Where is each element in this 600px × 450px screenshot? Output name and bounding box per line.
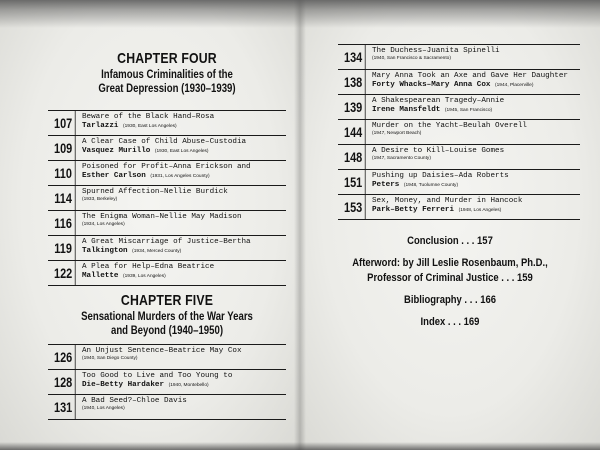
toc-entry[interactable] xyxy=(48,369,286,394)
toc-entry[interactable] xyxy=(48,185,286,210)
chapter-five-heading xyxy=(48,292,286,337)
toc-entry-name: Talkington xyxy=(82,247,128,255)
chapter-four-subtitle-line1: Infamous Criminalities of the xyxy=(101,67,233,81)
toc-entry-name: Park–Betty Ferreri xyxy=(372,206,455,214)
chapter-five-title: CHAPTER FIVE xyxy=(120,292,214,309)
toc-entry-title: An Unjust Sentence–Beatrice May Cox xyxy=(82,347,242,355)
toc-entry-title: The Duchess–Juanita Spinelli xyxy=(372,47,500,55)
toc-entry-location: (1930, East Los Angeles) xyxy=(154,149,209,154)
toc-entry-location: (1940, San Francisco & Sacramento) xyxy=(372,56,451,61)
toc-page-number: 116 xyxy=(51,211,75,235)
toc-entry-location: (1940, Montebello) xyxy=(168,383,209,388)
toc-entry-name: Mallette xyxy=(82,272,119,280)
toc-entry-location: (1948, Los Angeles) xyxy=(458,208,502,213)
afterword-entry-line1[interactable]: Afterword: by Jill Leslie Rosenbaum, Ph.D., xyxy=(352,257,548,269)
toc-entry[interactable] xyxy=(338,69,580,94)
toc-entry[interactable] xyxy=(338,94,580,119)
chapter-five-subtitle-line1: Sensational Murders of the War Years xyxy=(81,309,253,323)
toc-entry[interactable] xyxy=(48,160,286,185)
toc-entry-name: Peters xyxy=(372,181,400,189)
toc-page-number: 153 xyxy=(341,195,365,219)
grunge-texture-bottom xyxy=(0,442,600,450)
toc-entry-title: A Plea for Help–Edna Beatrice xyxy=(82,263,215,271)
toc-entry-name: Esther Carlson xyxy=(82,172,146,180)
conclusion-entry[interactable]: Conclusion . . . 157 xyxy=(407,235,493,247)
toc-entry-title: A Great Miscarriage of Justice–Bertha xyxy=(82,238,251,246)
chapter-four-heading xyxy=(48,50,286,95)
toc-entry[interactable] xyxy=(338,194,580,220)
toc-entry-title: A Bad Seed?–Chloe Davis xyxy=(82,397,187,405)
toc-entry-title: Murder on the Yacht–Beulah Overell xyxy=(372,122,527,130)
toc-page-number: 119 xyxy=(51,236,75,260)
toc-page-number: 144 xyxy=(341,120,365,144)
toc-entry[interactable] xyxy=(338,144,580,169)
toc-entry-location: (1933, Berkeley) xyxy=(82,197,118,202)
toc-entry-location: (1945, San Francisco) xyxy=(444,108,493,113)
toc-entry-title: A Shakespearean Tragedy–Annie xyxy=(372,97,505,105)
toc-entry-location: (1934, Merced County) xyxy=(132,249,182,254)
toc-page-number: 148 xyxy=(341,145,365,169)
toc-page-number: 128 xyxy=(51,370,75,394)
chapter-four-subtitle-line2: Great Depression (1930–1939) xyxy=(98,81,236,95)
toc-entry-name: Irene Mansfeldt xyxy=(372,106,441,114)
toc-entry[interactable] xyxy=(48,110,286,135)
toc-page-number: 151 xyxy=(341,170,365,194)
toc-page-number: 131 xyxy=(51,395,75,419)
toc-entry-title: Poisoned for Profit–Anna Erickson and xyxy=(82,163,251,171)
toc-entry[interactable] xyxy=(48,260,286,286)
toc-entry[interactable] xyxy=(48,210,286,235)
toc-entry-title: Pushing up Daisies–Ada Roberts xyxy=(372,172,509,180)
toc-entry-location: (1940, San Diego County) xyxy=(82,356,138,361)
toc-entry-name: Vasquez Murillo xyxy=(82,147,151,155)
toc-entry-name: Die–Betty Hardaker xyxy=(82,381,165,389)
toc-entry-title: A Desire to Kill–Louise Gomes xyxy=(372,147,505,155)
toc-entry-title: Sex, Money, and Murder in Hancock xyxy=(372,197,523,205)
toc-page-number: 107 xyxy=(51,111,75,135)
toc-entry-name: Forty Whacks–Mary Anna Cox xyxy=(372,81,491,89)
toc-entry-title: Too Good to Live and Too Young to xyxy=(82,372,233,380)
chapter-five-toc-left xyxy=(48,344,286,420)
toc-page-number: 138 xyxy=(341,70,365,94)
toc-entry-location: (1930, East Los Angeles) xyxy=(123,124,177,129)
book-gutter xyxy=(294,0,306,450)
toc-entry-location: (1931, Los Angeles County) xyxy=(150,174,210,179)
chapter-five-toc-right xyxy=(338,44,580,220)
toc-entry-title: A Clear Case of Child Abuse–Custodia xyxy=(82,138,247,146)
toc-entry-location: (1939, Los Angeles) xyxy=(123,274,166,279)
grunge-texture-top xyxy=(0,0,600,28)
toc-entry[interactable] xyxy=(338,44,580,69)
toc-entry-location: (1947, Newport Beach) xyxy=(372,131,422,136)
chapter-four-title: CHAPTER FOUR xyxy=(117,50,217,67)
toc-page-number: 126 xyxy=(51,345,75,369)
toc-entry-location: (1934, Los Angeles) xyxy=(82,222,125,227)
toc-entry-title: Mary Anna Took an Axe and Gave Her Daughter xyxy=(372,72,568,80)
toc-entry-title: The Enigma Woman–Nellie May Madison xyxy=(82,213,242,221)
chapter-five-subtitle-line2: and Beyond (1940–1950) xyxy=(110,323,224,337)
toc-entry[interactable] xyxy=(48,235,286,260)
toc-page-number: 114 xyxy=(51,186,75,210)
toc-entry[interactable] xyxy=(48,344,286,369)
index-entry[interactable]: Index . . . 169 xyxy=(420,316,480,328)
toc-page-number: 110 xyxy=(51,161,75,185)
toc-entry-name: Tarlazzi xyxy=(82,122,119,130)
toc-page-number: 139 xyxy=(341,95,365,119)
toc-page-number: 109 xyxy=(51,136,75,160)
bibliography-entry[interactable]: Bibliography . . . 166 xyxy=(403,294,496,306)
toc-page-number: 134 xyxy=(341,45,365,69)
toc-entry[interactable] xyxy=(48,394,286,420)
toc-entry-location: (1944, Placerville) xyxy=(495,83,534,88)
toc-entry-location: (1948, Tuolumne County) xyxy=(403,183,459,188)
toc-entry[interactable] xyxy=(48,135,286,160)
toc-entry-title: Beware of the Black Hand–Rosa xyxy=(82,113,215,121)
toc-entry[interactable] xyxy=(338,169,580,194)
toc-entry-location: (1947, Sacramento County) xyxy=(372,156,431,161)
chapter-four-toc xyxy=(48,110,286,286)
toc-entry-title: Spurned Affection–Nellie Burdick xyxy=(82,188,228,196)
toc-entry-location: (1940, Los Angeles) xyxy=(82,406,125,411)
toc-page-number: 122 xyxy=(51,261,75,285)
afterword-entry-line2[interactable]: Professor of Criminal Justice . . . 159 xyxy=(367,272,533,284)
toc-entry[interactable] xyxy=(338,119,580,144)
